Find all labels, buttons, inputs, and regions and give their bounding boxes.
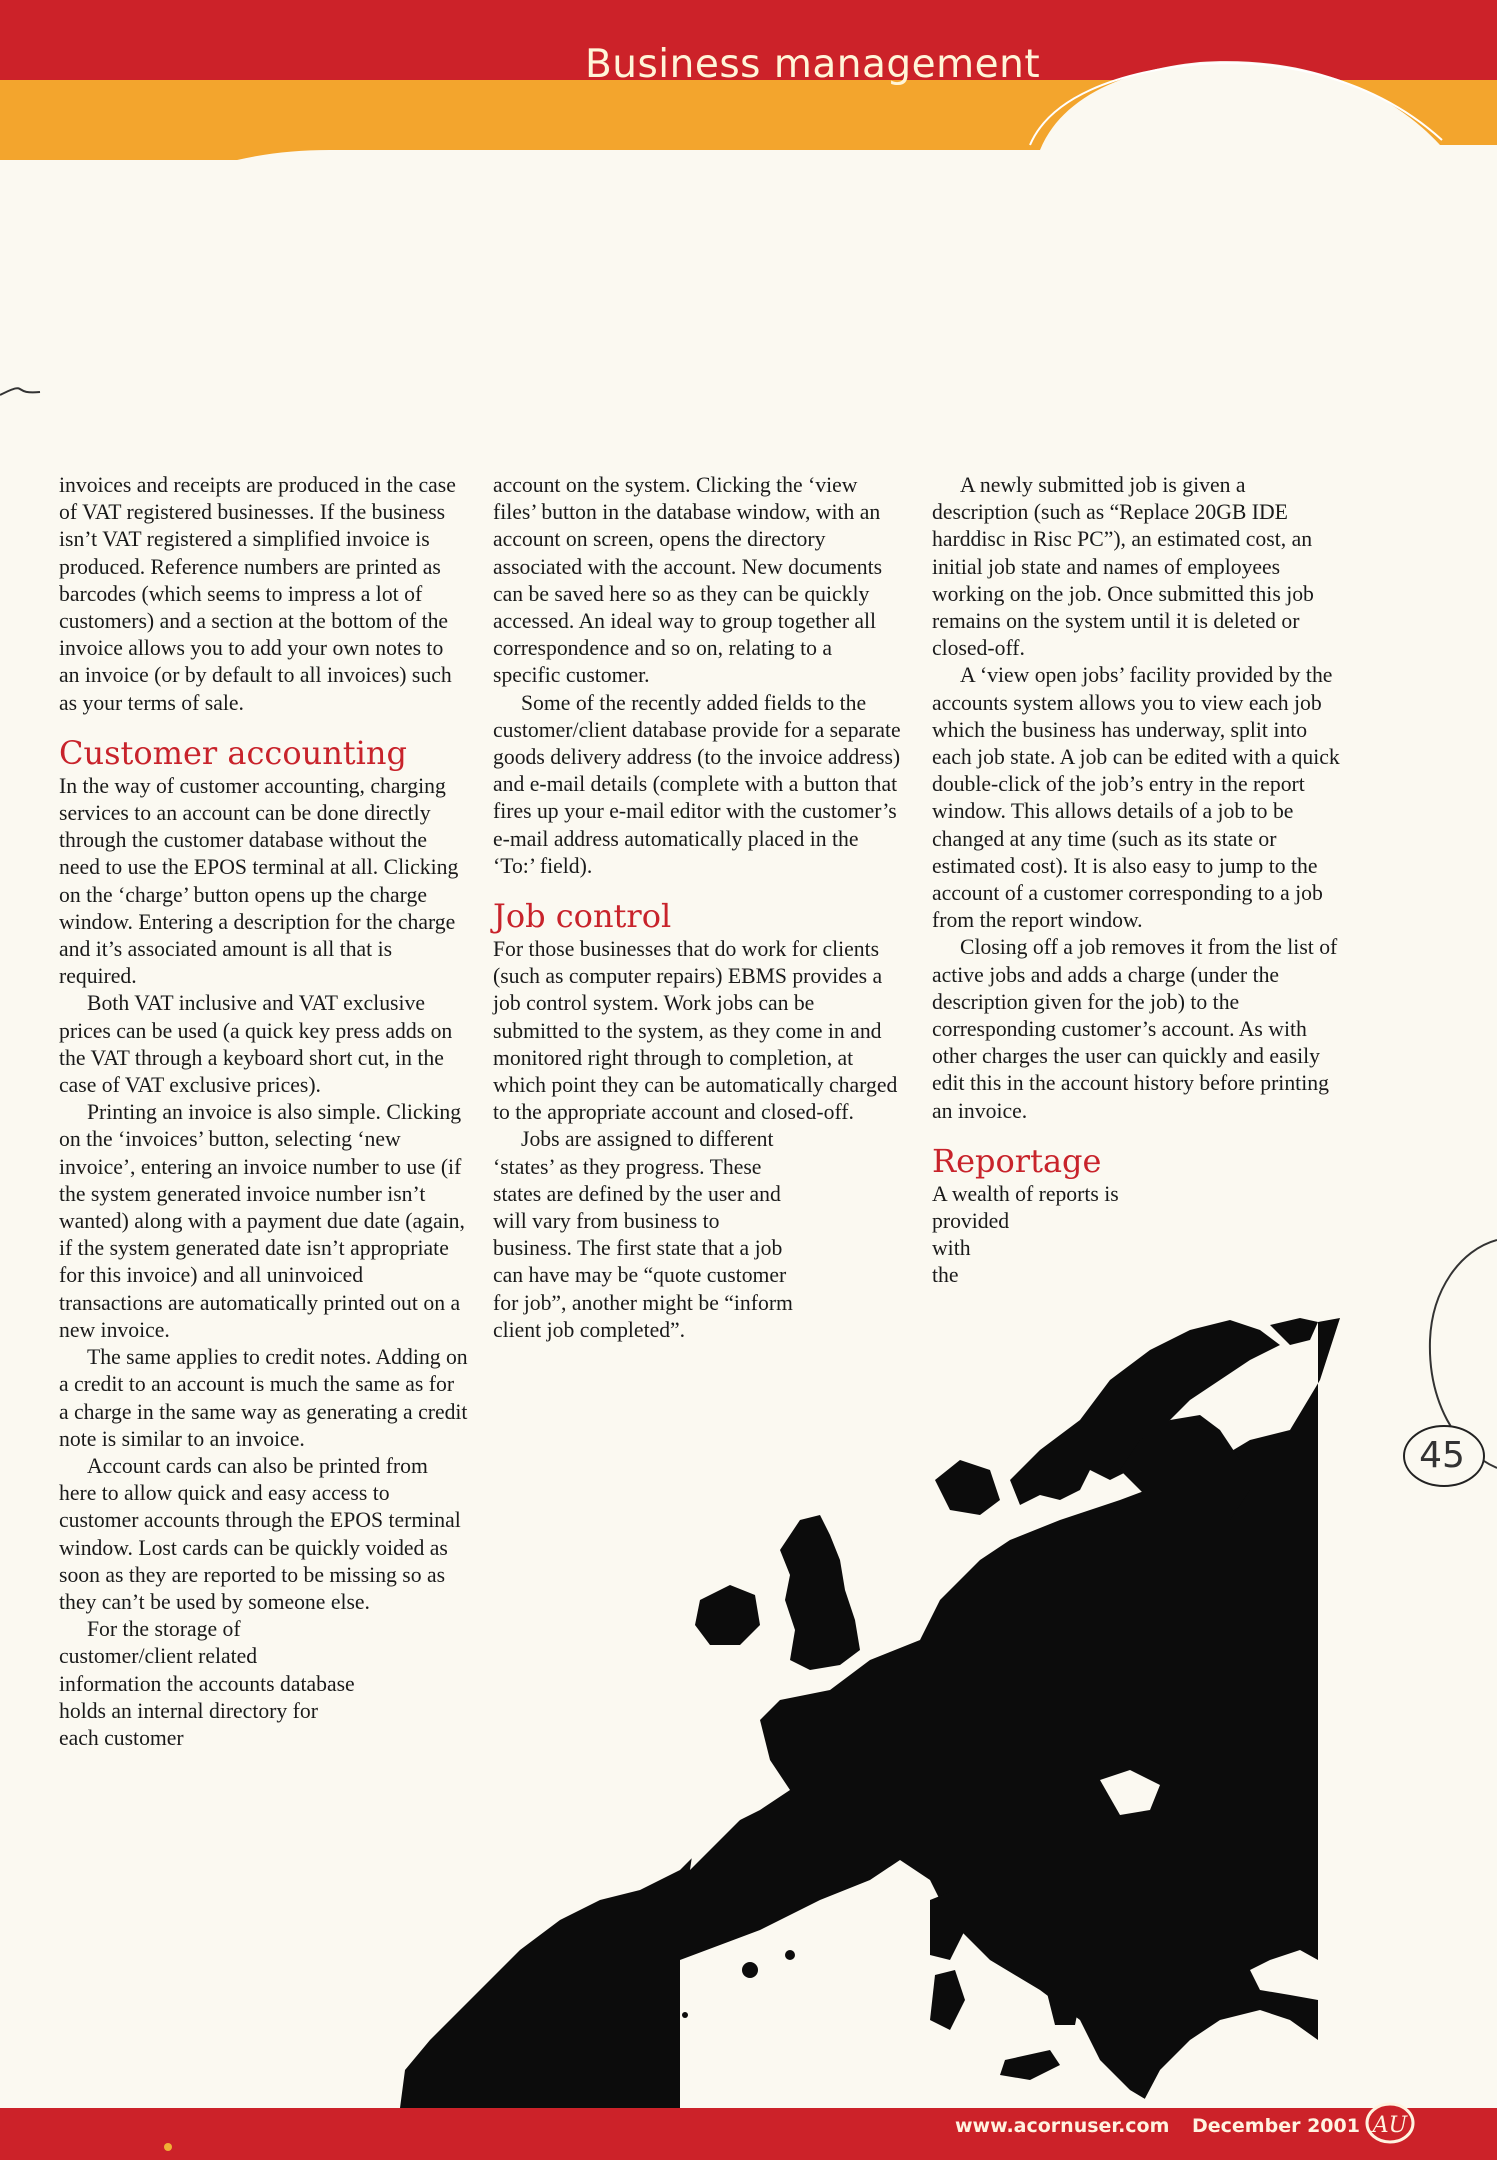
paragraph: In the way of customer accounting, charging services to an account can be done directly through the customer database without the need to use the EPOS terminal at all. Clicking on the ‘charge’ button opens up the charge window. Entering a description for the charge and it’s associated amount is all that is required. [59, 773, 459, 989]
paragraph: provided [932, 1209, 1010, 1234]
paragraph: For those businesses that do work for clients (such as computer repairs) EBMS provides a job control system. Work jobs can be submitted to the system, as they come in and monitored right through to completion, at which point they can be automatically charged to the appropriate account and closed-off. [493, 937, 898, 1125]
article-column-3 [932, 472, 1342, 1290]
heading-job-control: Job control [493, 897, 672, 936]
section-title: Business management [585, 42, 1041, 87]
heading-reportage: Reportage [932, 1141, 1102, 1180]
paragraph: Jobs are assigned to different ‘states’ as they progress. These states are defined by the user and will vary from business to business. The first state that a job can have may be “quote customer for job”, another might be “inform client job completed”. [493, 1127, 793, 1342]
page-number: 45 [1419, 1435, 1465, 1476]
paragraph: A newly submitted job is given a description (such as “Replace 20GB IDE harddisc in Risc PC”), an estimated cost, an initial job state and names of employees working on the job. Once submitted this job remains on the system until it is deleted or closed-off. [932, 473, 1314, 661]
au-logo [1367, 2103, 1413, 2143]
paragraph: account on the system. Clicking the ‘view files’ button in the database window, with an account on screen, opens the directory associated with the account. New documents can be saved here so as they can be quickly accessed. An ideal way to group together all correspondence and so on, relating to a specific customer. [493, 473, 883, 688]
paragraph: Both VAT inclusive and VAT exclusive prices can be used (a quick key press adds on the VAT through a keyboard short cut, in the case of VAT exclusive prices). [59, 991, 453, 1098]
paragraph: with [932, 1236, 971, 1261]
paragraph: Some of the recently added fields to the customer/client database provide for a separate goods delivery address (to the invoice address) and e-mail details (complete with a button that fires up your e-mail editor with the customer’s e-mail address automatically placed in the ‘To:’ field). [493, 690, 901, 878]
heading-customer-accounting: Customer accounting [59, 733, 407, 772]
article-column-2 [493, 472, 903, 1344]
paragraph: Printing an invoice is also simple. Clicking on the ‘invoices’ button, selecting ‘new invoice’, entering an invoice number to use (if the system generated invoice number isn’t wanted) along with a payment due date (again, if the system generated date isn’t appropriate for this invoice) and all uninvoiced transactions are automatically printed out on a new invoice. [59, 1100, 465, 1342]
paragraph: For the storage of customer/client related information the accounts database holds an internal directory for each customer [59, 1617, 355, 1750]
au-logo-text: AU [1372, 2113, 1408, 2138]
footer-date: December 2001 [1192, 2115, 1360, 2137]
paragraph: A wealth of reports is [932, 1181, 1119, 1206]
paragraph: invoices and receipts are produced in the case of VAT registered businesses. If the business isn’t VAT registered a simplified invoice is produced. Reference numbers are printed as barcodes (which seems to impress a lot of customers) and a section at the bottom of the invoice allows you to add your own notes to an invoice (or by default to all invoices) such as your terms of sale. [59, 473, 456, 715]
article-column-1 [59, 472, 469, 1752]
paragraph: Closing off a job removes it from the list of active jobs and adds a charge (under the description given for the job) to the corresponding customer’s account. As with other charges the user can quickly and easily edit this in the account history before printing an invoice. [932, 935, 1338, 1123]
paragraph: the [932, 1263, 959, 1288]
footer-url[interactable]: www.acornuser.com [955, 2115, 1170, 2137]
paragraph: A ‘view open jobs’ facility provided by the accounts system allows you to view each job which the business has underway, split into each job state. A job can be edited with a quick double-click of the job’s entry in the report window. This allows details of a job to be changed at any time (such as its state or estimated cost). It is also easy to jump to the account of a customer corresponding to a job from the report window. [932, 663, 1340, 933]
paragraph: Account cards can also be printed from here to allow quick and easy access to customer accounts through the EPOS terminal window. Lost cards can be quickly voided as soon as they are reported to be missing so as they can’t be used by someone else. [59, 1453, 461, 1614]
paragraph: The same applies to credit notes. Adding on a credit to an account is much the same as for a charge in the same way as generating a credit note is similar to an invoice. [59, 1345, 468, 1451]
